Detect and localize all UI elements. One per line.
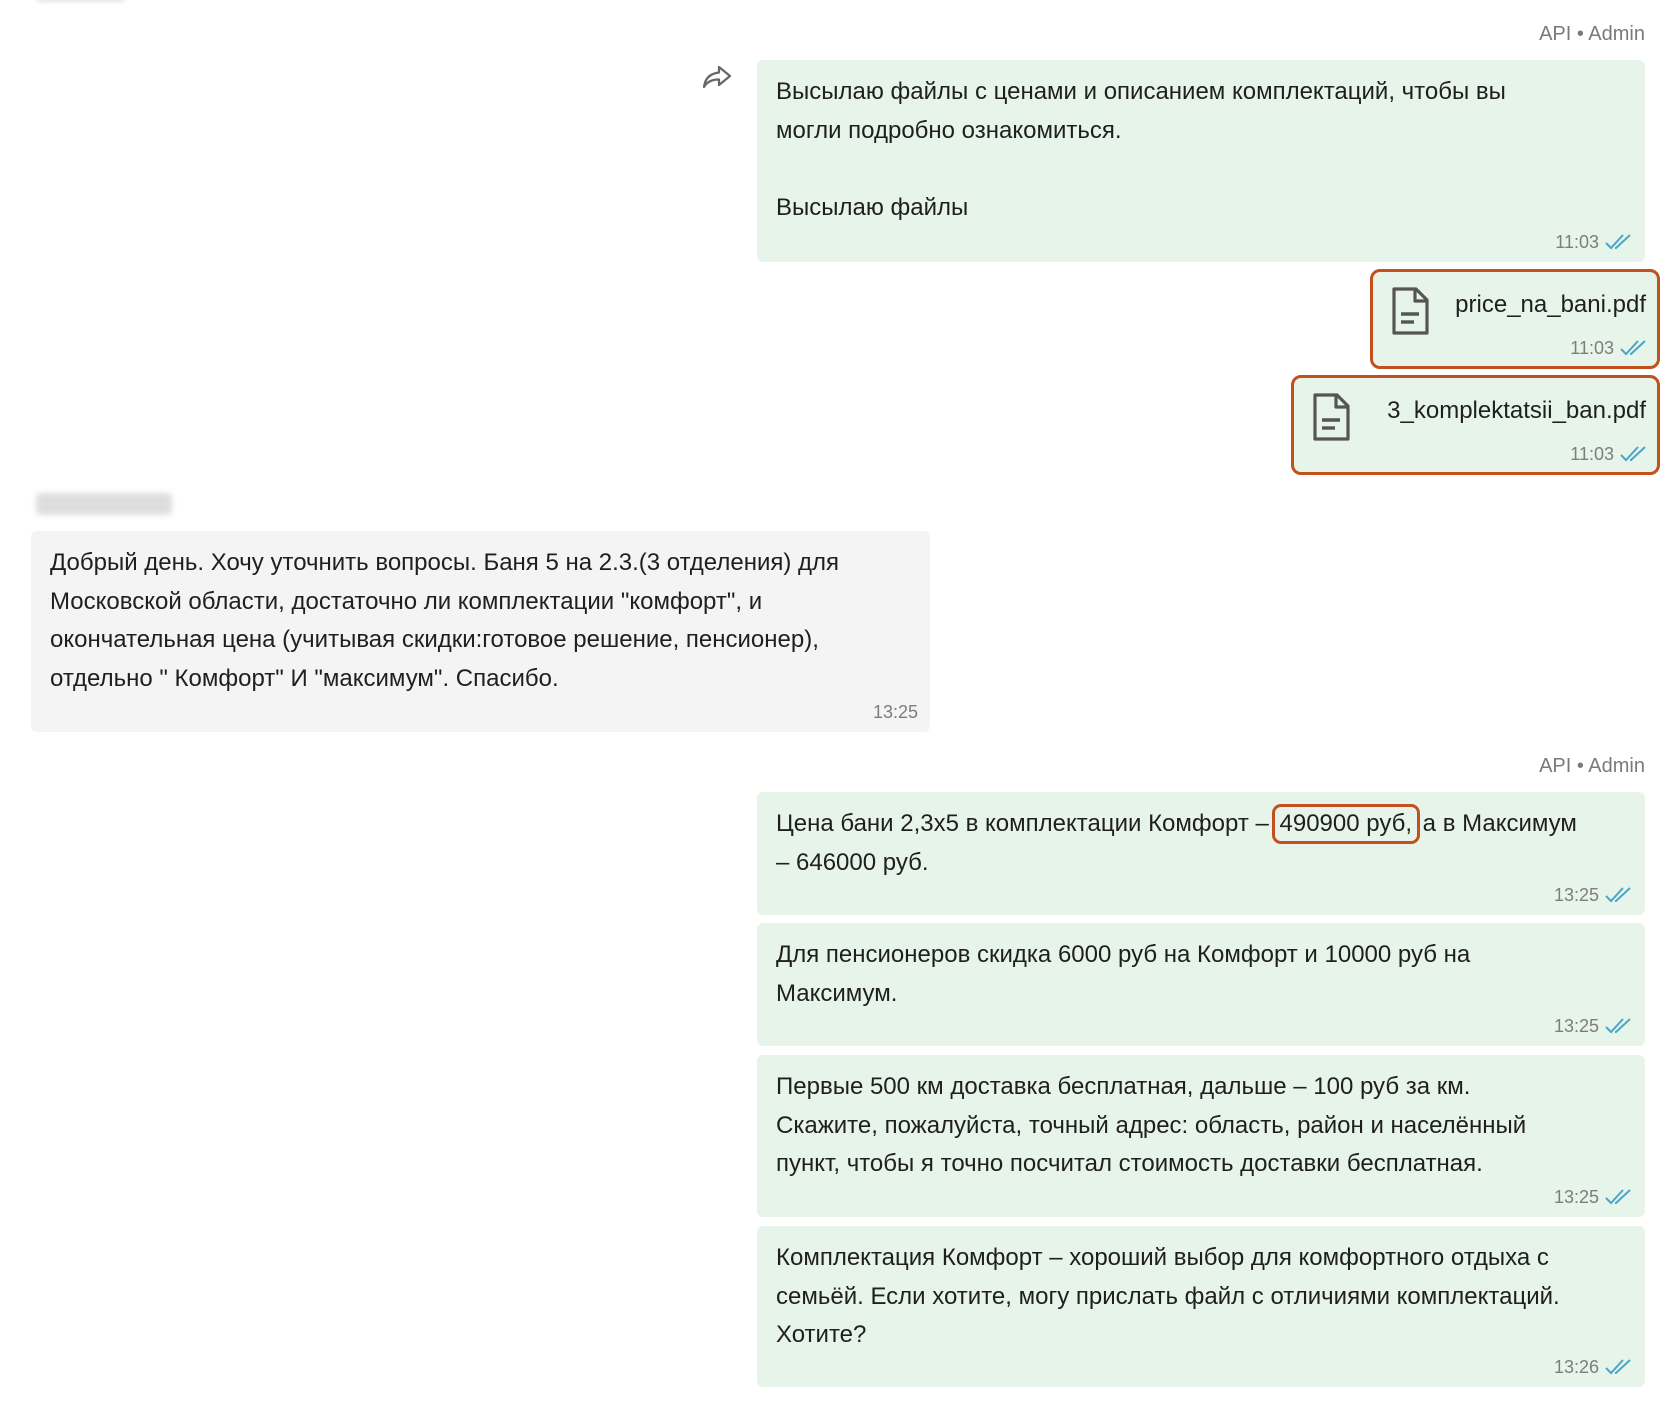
document-icon [1390, 287, 1430, 340]
message-time: 13:25 [1553, 1016, 1599, 1036]
message-text-part: а в Максимум – 646000 руб. [776, 810, 1577, 876]
message-meta [1554, 1357, 1633, 1377]
message-bubble-outgoing[interactable] [757, 923, 1645, 1046]
message-meta [1554, 885, 1633, 905]
message-bubble-outgoing[interactable] [757, 60, 1645, 262]
forward-icon[interactable] [702, 64, 732, 95]
double-check-icon [1620, 339, 1648, 357]
file-attachment[interactable] [1370, 269, 1660, 369]
message-meta [1554, 1016, 1633, 1036]
message-time: 13:26 [1553, 1357, 1599, 1377]
blurred-previous-name [36, 0, 126, 2]
message-bubble-outgoing[interactable] [757, 792, 1645, 915]
message-time: 13:25 [1553, 1187, 1599, 1207]
sender-tag: API • Admin [1539, 755, 1645, 777]
double-check-icon [1605, 233, 1633, 251]
file-attachment[interactable] [1291, 375, 1660, 475]
message-time: 13:25 [1553, 885, 1599, 905]
message-meta [1570, 338, 1648, 358]
message-text: Высылаю файлы с ценами и описанием комплектаций, чтобы вы могли подробно ознакомиться. Высылаю файлы [776, 78, 1506, 221]
message-time: 11:03 [1570, 444, 1614, 464]
double-check-icon [1605, 1017, 1633, 1035]
message-bubble-outgoing[interactable] [757, 1226, 1645, 1387]
highlighted-price: 490900 руб, [1272, 804, 1421, 844]
double-check-icon [1605, 1188, 1633, 1206]
message-text: Первые 500 км доставка бесплатная, дальше – 100 руб за км. Скажите, пожалуйста, точный адрес: область, район и населённый пункт, чтобы я точно посчитал стоимость доставки бесплатная. [776, 1073, 1527, 1177]
message-text [757, 792, 1645, 882]
message-bubble-incoming[interactable] [31, 531, 930, 732]
message-bubble-outgoing[interactable] [757, 1055, 1645, 1217]
double-check-icon [1605, 886, 1633, 904]
blurred-contact-name [36, 493, 172, 515]
message-meta [1554, 1187, 1633, 1207]
message-text: Добрый день. Хочу уточнить вопросы. Баня 5 на 2.3.(3 отделения) для Московской области, достаточно ли комплектации "комфорт", и окончательная цена (учитывая скидки:готовое решение, пенсионер), отдельно " Комфорт" И "максимум". Спасибо. [50, 549, 840, 692]
message-text-part: Цена бани 2,3х5 в комплектации Комфорт – [776, 810, 1276, 837]
double-check-icon [1620, 445, 1648, 463]
message-meta [873, 702, 918, 722]
message-text: Комплектация Комфорт – хороший выбор для комфортного отдыха с семьёй. Если хотите, могу прислать файл с отличиями комплектаций. Хотите? [776, 1244, 1560, 1348]
message-meta [1570, 444, 1648, 464]
file-name: price_na_bani.pdf [1455, 291, 1646, 318]
message-meta [1555, 232, 1633, 252]
double-check-icon [1605, 1358, 1633, 1376]
message-time: 13:25 [872, 702, 918, 722]
message-time: 11:03 [1555, 232, 1599, 252]
sender-tag: API • Admin [1539, 23, 1645, 45]
message-time: 11:03 [1570, 338, 1614, 358]
file-name: 3_komplektatsii_ban.pdf [1387, 397, 1646, 424]
message-text: Для пенсионеров скидка 6000 руб на Комфорт и 10000 руб на Максимум. [776, 941, 1471, 1007]
document-icon [1311, 393, 1351, 446]
